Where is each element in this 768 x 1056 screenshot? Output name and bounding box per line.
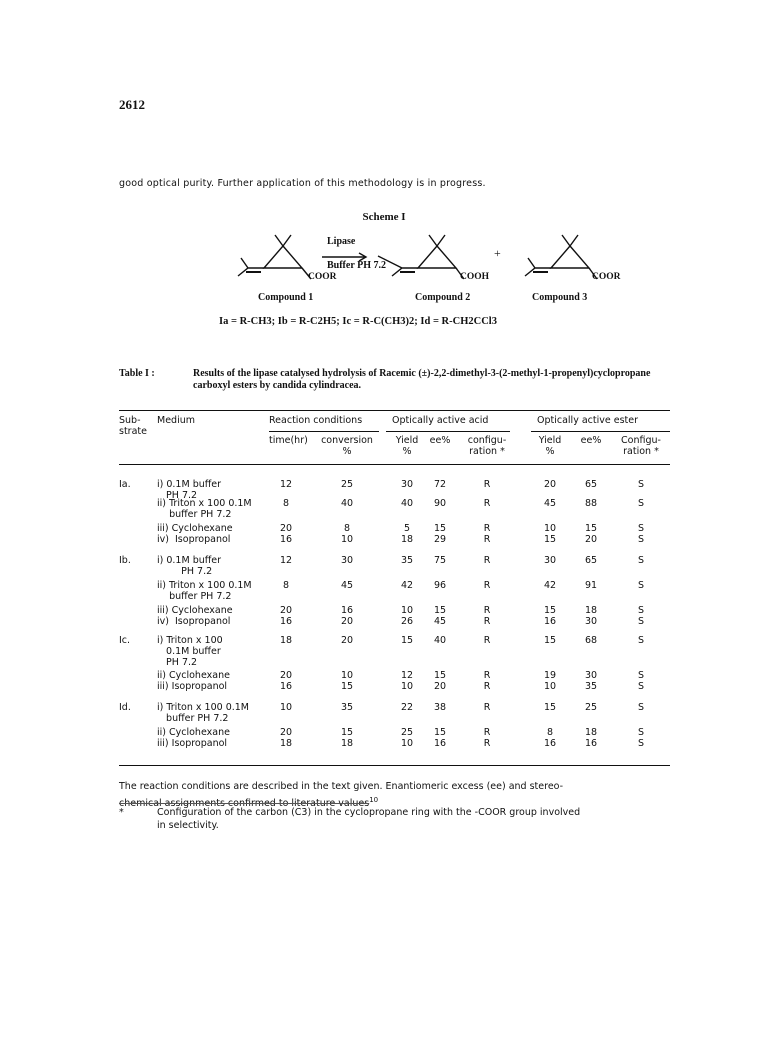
cell-conversion: 16 <box>340 605 354 616</box>
cell-medium: ii) Cyclohexane <box>157 727 230 738</box>
cell-e_yield: 16 <box>543 738 557 749</box>
compound-1-group: COOR <box>308 272 337 282</box>
cell-yield: 42 <box>400 580 414 591</box>
cell-ee: 75 <box>433 555 447 566</box>
cell-e_ee: 18 <box>584 727 598 738</box>
cell-ee: 38 <box>433 702 447 713</box>
cell-e_yield: 16 <box>543 616 557 627</box>
compound-3-label: Compound 3 <box>532 292 588 303</box>
cell-yield: 15 <box>400 635 414 646</box>
cell-e_ee: 35 <box>584 681 598 692</box>
substrate-definitions: Ia = R-CH3; Ib = R-C2H5; Ic = R-C(CH3)2; Id = R-CH2CCl3 <box>219 316 497 327</box>
cell-e_config: S <box>637 727 645 738</box>
header-time: time(hr) <box>269 435 308 446</box>
cell-medium: ii) Cyclohexane <box>157 670 230 681</box>
cell-time: 18 <box>279 738 293 749</box>
cell-e_config: S <box>637 605 645 616</box>
cell-ee: 15 <box>433 523 447 534</box>
cell-e_config: S <box>637 635 645 646</box>
cell-yield: 40 <box>400 498 414 509</box>
cell-ee: 29 <box>433 534 447 545</box>
header-conversion-unit: % <box>342 446 352 457</box>
header-acid-yield-unit: % <box>402 446 412 457</box>
cell-conversion: 45 <box>340 580 354 591</box>
cell-medium: ii) Triton x 100 0.1M <box>157 498 252 509</box>
cell-conversion: 20 <box>340 616 354 627</box>
cell-medium: buffer PH 7.2 <box>157 713 229 724</box>
cell-config: R <box>483 479 491 490</box>
cell-time: 18 <box>279 635 293 646</box>
cell-e_config: S <box>637 523 645 534</box>
footnote-line-1: The reaction conditions are described in the text given. Enantiomeric excess (ee) and stereo- <box>119 781 564 792</box>
plus-sign: + <box>494 246 501 260</box>
cell-yield: 30 <box>400 479 414 490</box>
intro-text: good optical purity. Further application of this methodology is in progress. <box>119 178 486 189</box>
cell-e_yield: 15 <box>543 534 557 545</box>
cell-time: 12 <box>279 479 293 490</box>
cell-substrate: Ic. <box>119 635 131 646</box>
cell-e_config: S <box>637 555 645 566</box>
footnote-line-2-text: chemical assignments confirmed to literature values <box>119 798 370 810</box>
cell-time: 10 <box>279 702 293 713</box>
reagent-lipase: Lipase <box>327 236 356 247</box>
cell-medium: PH 7.2 <box>157 490 198 501</box>
cell-medium: i) 0.1M buffer <box>157 479 222 490</box>
cell-time: 20 <box>279 670 293 681</box>
cell-e_ee: 30 <box>584 670 598 681</box>
cell-time: 20 <box>279 727 293 738</box>
cell-conversion: 25 <box>340 479 354 490</box>
cell-e_ee: 68 <box>584 635 598 646</box>
compound-2-group: COOH <box>460 272 490 282</box>
cell-e_config: S <box>637 580 645 591</box>
cell-conversion: 15 <box>340 681 354 692</box>
cell-medium: i) Triton x 100 <box>157 635 223 646</box>
cell-time: 16 <box>279 681 293 692</box>
header-conversion: conversion <box>321 435 373 446</box>
cell-substrate: Ib. <box>119 555 131 566</box>
cell-yield: 26 <box>400 616 414 627</box>
cell-config: R <box>483 670 491 681</box>
cell-e_yield: 20 <box>543 479 557 490</box>
cell-e_ee: 18 <box>584 605 598 616</box>
cell-e_config: S <box>637 534 645 545</box>
cell-medium: iii) Isopropanol <box>157 681 228 692</box>
cell-e_ee: 30 <box>584 616 598 627</box>
cell-substrate: Ia. <box>119 479 131 490</box>
footnote-star-line-1: Configuration of the carbon (C3) in the cyclopropane ring with the -COOR group involved <box>157 807 581 818</box>
compound-1-label: Compound 1 <box>258 292 314 303</box>
cell-ee: 15 <box>433 670 447 681</box>
cell-conversion: 20 <box>340 635 354 646</box>
cell-config: R <box>483 616 491 627</box>
cell-conversion: 18 <box>340 738 354 749</box>
cell-ee: 15 <box>433 727 447 738</box>
footnote-star-mark: * <box>119 807 124 818</box>
cell-yield: 10 <box>400 605 414 616</box>
header-acid-config: configu- <box>467 435 507 446</box>
rule-reaction-conditions <box>269 431 379 432</box>
cell-medium: buffer PH 7.2 <box>157 591 232 602</box>
compound-3-structure <box>525 235 597 279</box>
cell-e_config: S <box>637 702 645 713</box>
cell-config: R <box>483 498 491 509</box>
header-acid-ee: ee% <box>429 435 451 446</box>
cell-e_yield: 10 <box>543 681 557 692</box>
cell-e_ee: 20 <box>584 534 598 545</box>
cell-config: R <box>483 738 491 749</box>
cell-config: R <box>483 702 491 713</box>
header-substrate-2: strate <box>119 426 147 437</box>
cell-e_ee: 16 <box>584 738 598 749</box>
cell-conversion: 30 <box>340 555 354 566</box>
cell-e_yield: 10 <box>543 523 557 534</box>
cell-ee: 15 <box>433 605 447 616</box>
cell-medium: iv) Isopropanol <box>157 534 231 545</box>
cell-time: 16 <box>279 534 293 545</box>
scheme-title: Scheme I <box>362 211 406 223</box>
table-header-rule <box>119 464 670 465</box>
footnote-star-line-2: in selectivity. <box>157 820 219 831</box>
header-ester-ee: ee% <box>580 435 602 446</box>
cell-e_config: S <box>637 670 645 681</box>
header-substrate-1: Sub- <box>119 415 141 426</box>
cell-yield: 12 <box>400 670 414 681</box>
cell-yield: 10 <box>400 738 414 749</box>
reagent-buffer: Buffer PH 7.2 <box>327 260 386 271</box>
cell-medium: i) Triton x 100 0.1M <box>157 702 249 713</box>
cell-config: R <box>483 605 491 616</box>
cell-config: R <box>483 534 491 545</box>
header-ester-yield: Yield <box>538 435 562 446</box>
cell-e_ee: 91 <box>584 580 598 591</box>
cell-e_yield: 8 <box>546 727 554 738</box>
cell-substrate: Id. <box>119 702 131 713</box>
cell-e_ee: 15 <box>584 523 598 534</box>
cell-config: R <box>483 523 491 534</box>
cell-ee: 45 <box>433 616 447 627</box>
cell-medium: ii) Triton x 100 0.1M <box>157 580 252 591</box>
cell-medium: PH 7.2 <box>157 657 198 668</box>
cell-e_yield: 15 <box>543 635 557 646</box>
cell-yield: 25 <box>400 727 414 738</box>
cell-time: 20 <box>279 523 293 534</box>
cell-e_ee: 65 <box>584 555 598 566</box>
cell-medium: i) 0.1M buffer <box>157 555 222 566</box>
cell-time: 16 <box>279 616 293 627</box>
cell-time: 12 <box>279 555 293 566</box>
cell-ee: 40 <box>433 635 447 646</box>
cell-medium: iii) Cyclohexane <box>157 523 233 534</box>
cell-e_ee: 88 <box>584 498 598 509</box>
cell-conversion: 35 <box>340 702 354 713</box>
cell-yield: 22 <box>400 702 414 713</box>
cell-e_yield: 45 <box>543 498 557 509</box>
cell-ee: 90 <box>433 498 447 509</box>
cell-conversion: 10 <box>340 670 354 681</box>
cell-medium: PH 7.2 <box>157 566 213 577</box>
cell-medium: iv) Isopropanol <box>157 616 231 627</box>
compound-1-structure <box>238 235 311 279</box>
cell-ee: 16 <box>433 738 447 749</box>
page-number: 2612 <box>119 97 145 112</box>
header-ester-config: Configu- <box>621 435 661 446</box>
header-optically-active-ester: Optically active ester <box>537 415 639 426</box>
compound-2-structure <box>378 235 464 279</box>
compound-3-group: COOR <box>592 272 621 282</box>
cell-yield: 35 <box>400 555 414 566</box>
cell-ee: 72 <box>433 479 447 490</box>
cell-e_ee: 25 <box>584 702 598 713</box>
cell-conversion: 15 <box>340 727 354 738</box>
cell-yield: 5 <box>403 523 411 534</box>
cell-e_yield: 42 <box>543 580 557 591</box>
cell-e_yield: 19 <box>543 670 557 681</box>
cell-time: 8 <box>282 498 290 509</box>
cell-e_yield: 30 <box>543 555 557 566</box>
cell-config: R <box>483 555 491 566</box>
rule-ester <box>531 431 670 432</box>
cell-config: R <box>483 681 491 692</box>
footnote-reference: 10 <box>369 796 379 804</box>
cell-conversion: 40 <box>340 498 354 509</box>
cell-config: R <box>483 635 491 646</box>
cell-e_ee: 65 <box>584 479 598 490</box>
table-top-rule <box>119 410 670 411</box>
header-optically-active-acid: Optically active acid <box>392 415 489 426</box>
table-caption-text: Results of the lipase catalysed hydrolysis of Racemic (±)-2,2-dimethyl-3-(2-methyl-1-propenyl)cyclopropane carboxyl esters by candida cylindracea. <box>193 368 651 391</box>
cell-e_config: S <box>637 616 645 627</box>
table-bottom-rule <box>119 765 670 766</box>
table-caption-label: Table I : <box>119 368 155 379</box>
cell-config: R <box>483 727 491 738</box>
cell-e_config: S <box>637 738 645 749</box>
cell-ee: 96 <box>433 580 447 591</box>
cell-e_config: S <box>637 681 645 692</box>
reaction-scheme <box>0 226 768 316</box>
cell-medium: iii) Isopropanol <box>157 738 228 749</box>
header-medium: Medium <box>157 415 195 426</box>
cell-e_yield: 15 <box>543 702 557 713</box>
cell-conversion: 10 <box>340 534 354 545</box>
cell-yield: 18 <box>400 534 414 545</box>
header-reaction-conditions: Reaction conditions <box>269 415 363 426</box>
cell-time: 20 <box>279 605 293 616</box>
cell-e_config: S <box>637 479 645 490</box>
cell-medium: buffer PH 7.2 <box>157 509 232 520</box>
cell-config: R <box>483 580 491 591</box>
compound-2-label: Compound 2 <box>415 292 471 303</box>
cell-e_config: S <box>637 498 645 509</box>
header-acid-yield: Yield <box>395 435 419 446</box>
cell-ee: 20 <box>433 681 447 692</box>
cell-time: 8 <box>282 580 290 591</box>
header-acid-config-2: ration * <box>469 446 505 457</box>
rule-acid <box>386 431 510 432</box>
cell-yield: 10 <box>400 681 414 692</box>
cell-e_yield: 15 <box>543 605 557 616</box>
cell-conversion: 8 <box>343 523 351 534</box>
header-ester-config-2: ration * <box>623 446 659 457</box>
header-ester-yield-unit: % <box>545 446 555 457</box>
cell-medium: 0.1M buffer <box>157 646 221 657</box>
cell-medium: iii) Cyclohexane <box>157 605 233 616</box>
